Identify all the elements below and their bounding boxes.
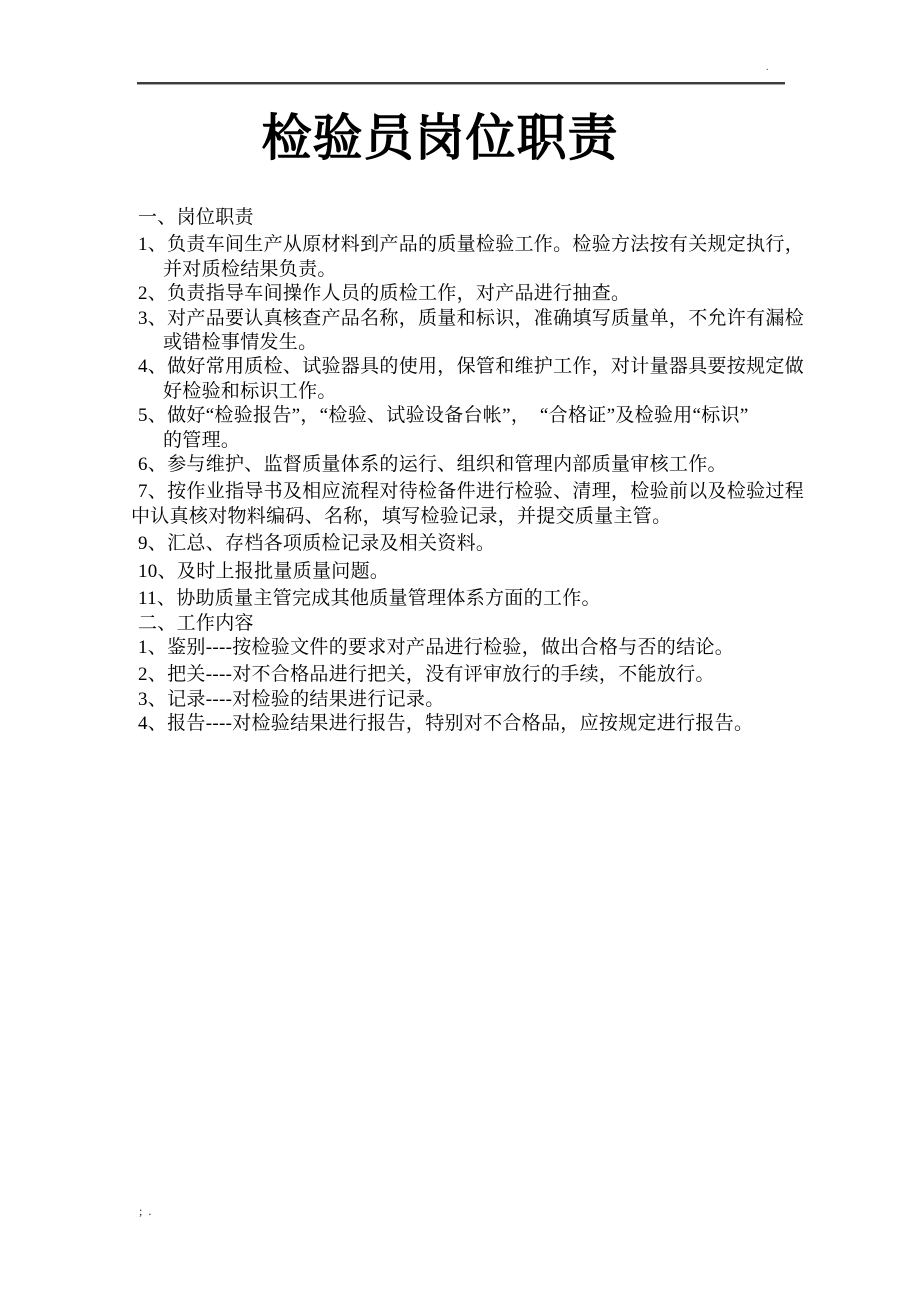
text-line: 10、及时上报批量质量问题。: [138, 560, 390, 582]
text-line: 3、对产品要认真核查产品名称，质量和标识，准确填写质量单，不允许有漏检: [138, 307, 805, 329]
text-line: 二、工作内容: [138, 612, 254, 634]
text-line: 中认真核对物料编码、名称，填写检验记录，并提交质量主管。: [131, 505, 672, 527]
text-line: 6、参与维护、监督质量体系的运行、组织和管理内部质量审核工作。: [138, 454, 727, 476]
header-rule: [137, 82, 785, 85]
text-line: 好检验和标识工作。: [163, 380, 337, 402]
text-line: 1、负责车间生产从原材料到产品的质量检验工作。检验方法按有关规定执行，: [138, 234, 805, 256]
text-line: 并对质检结果负责。: [163, 258, 337, 280]
text-line: 2、负责指导车间操作人员的质检工作，对产品进行抽查。: [138, 283, 631, 305]
page-title: 检验员岗位职责: [261, 110, 619, 166]
text-line: 或错检事情发生。: [163, 332, 318, 354]
corner-mark: .: [766, 62, 769, 73]
text-line: 3、记录----对检验的结果进行记录。: [138, 688, 445, 710]
document-body: [131, 206, 818, 737]
text-line: 4、报告----对检验结果进行报告，特别对不合格品，应按规定进行报告。: [138, 713, 754, 735]
text-line: 7、按作业指导书及相应流程对待检备件进行检验、清理，检验前以及检验过程: [138, 481, 805, 503]
text-line: 4、做好常用质检、试验器具的使用，保管和维护工作，对计量器具要按规定做: [138, 356, 805, 378]
text-line: 2、把关----对不合格品进行把关，没有评审放行的手续，不能放行。: [138, 664, 715, 686]
text-line: 9、汇总、存档各项质检记录及相关资料。: [138, 533, 496, 555]
text-line: 11、协助质量主管完成其他质量管理体系方面的工作。: [138, 588, 601, 610]
text-line: 5、做好“检验报告”，“检验、试验设备台帐”， “合格证”及检验用“标识”: [138, 405, 749, 427]
footer-mark: ; .: [139, 1204, 152, 1218]
text-line: 1、鉴别----按检验文件的要求对产品进行检验，做出合格与否的结论。: [138, 636, 735, 658]
text-line: 一、岗位职责: [138, 207, 254, 228]
text-line: 的管理。: [163, 429, 241, 451]
